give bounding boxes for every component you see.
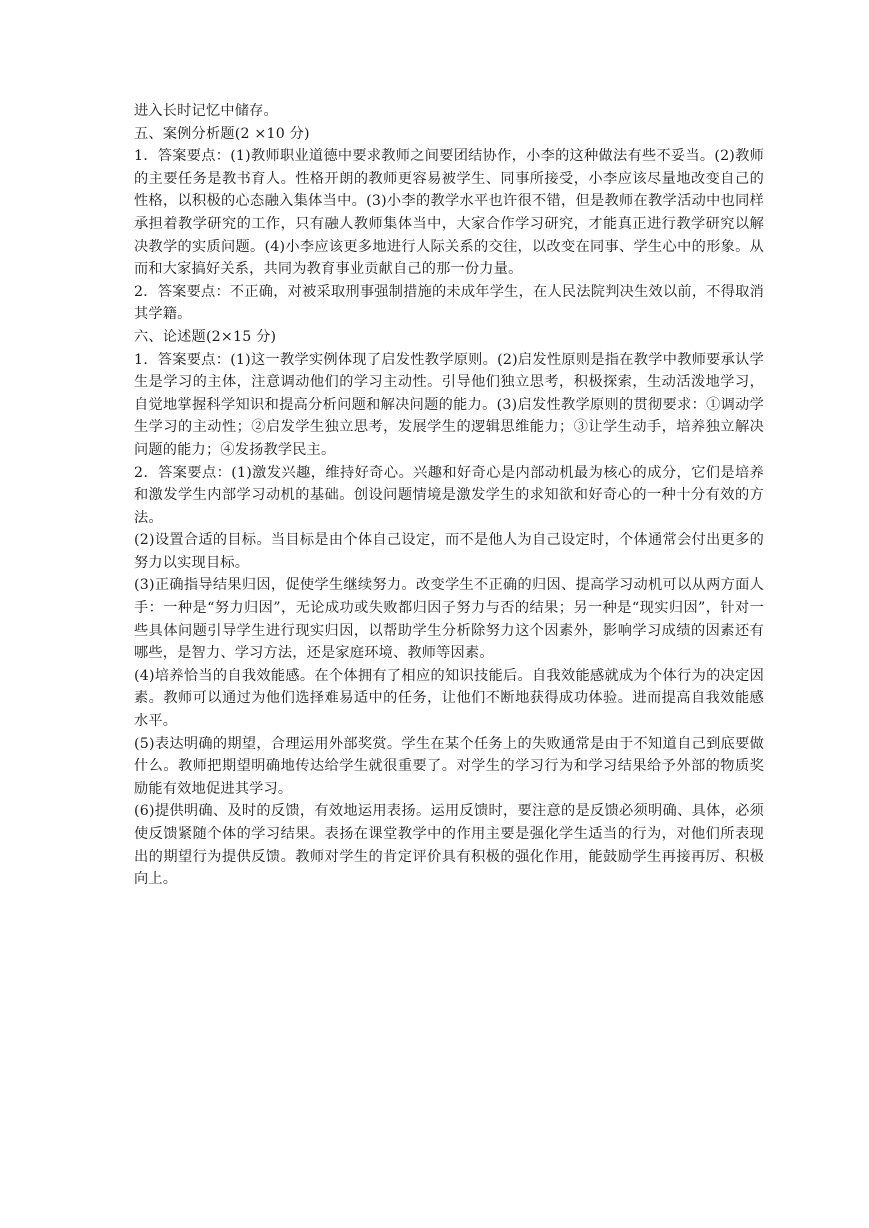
paragraph-essay-answer-1: 1．答案要点：(1)这一教学实例体现了启发性教学原则。(2)启发性原则是指在教学中教师要承认学生是学习的主体，注意调动他们的学习主动性。引导他们独立思考，积极探索，生动活泼地学习，自觉地掌握科学知识和提高分析问题和解决问题的能力。(3)启发性教学原则的贯彻要求：①调动学生学习的主动性；②启发学生独立思考，发展学生的逻辑思维能力；③让学生动手，培养独立解决问题的能力；④发扬教学民主。 (134, 351, 764, 458)
paragraph-case-answer-2: 2．答案要点：不正确，对被采取刑事强制措施的未成年学生，在人民法院判决生效以前，不得取消其学籍。 (134, 283, 764, 323)
paragraph-essay-point-4: (4)培养恰当的自我效能感。在个体拥有了相应的知识技能后。自我效能感就成为个体行为的决定因素。教师可以通过为他们选择难易适中的任务，让他们不断地获得成功体验。进而提高自我效能感水平。 (134, 667, 764, 730)
paragraph-essay-point-6: (6)提供明确、及时的反馈，有效地运用表扬。运用反馈时，要注意的是反馈必须明确、具体，必须使反馈紧随个体的学习结果。表扬在课堂教学中的作用主要是强化学生适当的行为，对他们所表现出的期望行为提供反馈。教师对学生的肯定评价具有积极的强化作用，能鼓励学生再接再厉、积极向上。 (134, 803, 764, 888)
paragraph-essay-point-3: (3)正确指导结果归因，促使学生继续努力。改变学生不正确的归因、提高学习动机可以从两方面人手：一种是“努力归因”，无论成功或失败都归因子努力与否的结果；另一种是“现实归因”，针对一些具体问题引导学生进行现实归因，以帮助学生分析除努力这个因素外，影响学习成绩的因素还有哪些，是智力、学习方法，还是家庭环境、教师等因素。 (134, 577, 764, 662)
document-body (134, 100, 764, 891)
paragraph-memory-end: 进入长时记忆中储存。 (134, 103, 278, 119)
paragraph-essay-answer-2-intro: 2．答案要点：(1)激发兴趣，维持好奇心。兴趣和好奇心是内部动机最为核心的成分，它们是培养和激发学生内部学习动机的基础。创设问题情境是激发学生的求知欲和好奇心的一种十分有效的方法。 (134, 464, 764, 526)
paragraph-essay-point-5: (5)表达明确的期望，合理运用外部奖赏。学生在某个任务上的失败通常是由于不知道自己到底要做什么。教师把期望明确地传达给学生就很重要了。对学生的学习行为和学习结果给予外部的物质奖励能有效地促进其学习。 (134, 735, 764, 797)
paragraph-case-answer-1: 1．答案要点：(1)教师职业道德中要求教师之间要团结协作，小李的这种做法有些不妥当。(2)教师的主要任务是教书育人。性格开朗的教师更容易被学生、同事所接受，小李应该尽量地改变自己的性格，以积极的心态融入集体当中。(3)小李的教学水平也许很不错，但是教师在教学活动中也同样承担着教学研究的工作，只有融人教师集体当中，大家合作学习研究，才能真正进行教学研究以解决教学的实质问题。(4)小李应该更多地进行人际关系的交往，以改变在同事、学生心中的形象。从而和大家搞好关系，共同为教育事业贡献自己的那一份力量。 (134, 148, 764, 278)
paragraph-essay-point-2: (2)设置合适的目标。当目标是由个体自己设定，而不是他人为自己设定时，个体通常会付出更多的努力以实现目标。 (134, 532, 764, 571)
section-heading-essay: 六、论述题(2×15 分) (134, 328, 277, 345)
section-heading-case-analysis: 五、案例分析题(2 ×10 分) (134, 125, 310, 142)
